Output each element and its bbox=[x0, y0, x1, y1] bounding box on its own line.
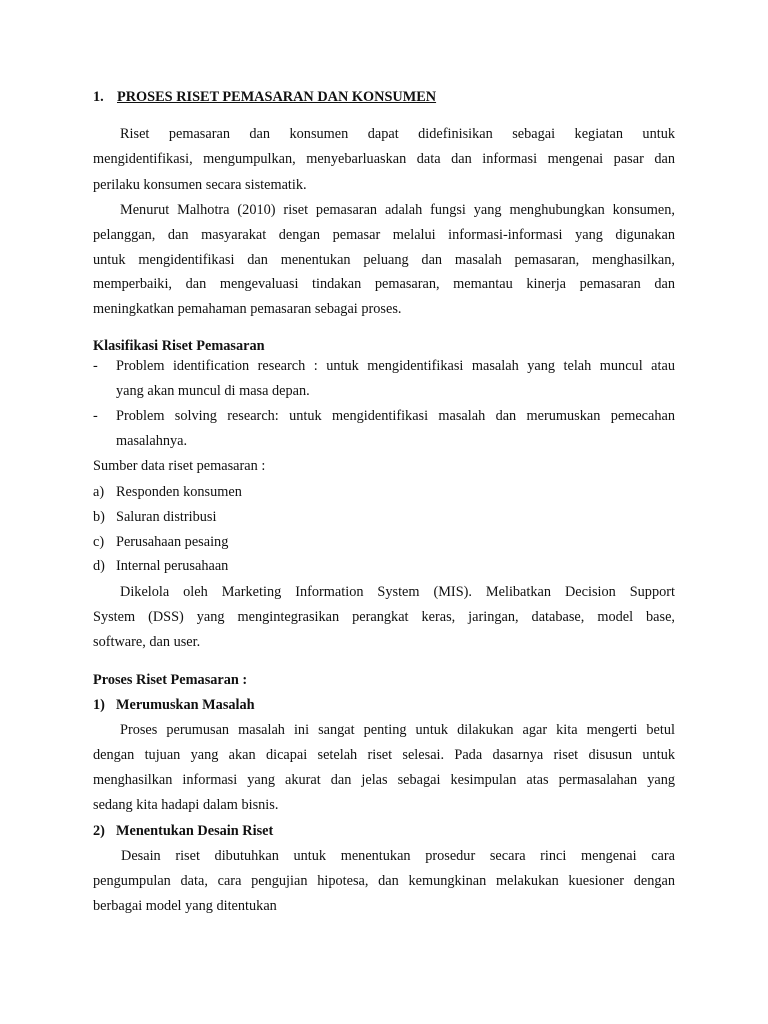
para3-line-1: Dikelola oleh Marketing Information System (MIS). Melibatkan Decision Support bbox=[120, 584, 675, 600]
step2-marker: 2) bbox=[93, 823, 105, 839]
section-title: PROSES RISET PEMASARAN DAN KONSUMEN bbox=[117, 89, 437, 105]
step2-line-2: pengumpulan data, cara pengujian hipotesa, dan kemungkinan melakukan kuesioner dengan bbox=[93, 873, 675, 889]
step2-line-3: berbagai model yang ditentukan bbox=[93, 898, 277, 914]
para1-line-2: mengidentifikasi, mengumpulkan, menyebarluaskan data dan informasi mengenai pasar dan bbox=[93, 151, 675, 167]
para1-line-1: Riset pemasaran dan konsumen dapat didefinisikan sebagai kegiatan untuk bbox=[120, 126, 675, 142]
klasifikasi-item-1-line-1: Problem identification research : untuk mengidentifikasi masalah yang telah muncul atau bbox=[116, 358, 675, 374]
para3-line-2: System (DSS) yang mengintegrasikan perangkat keras, jaringan, database, model base, bbox=[93, 609, 675, 625]
sumber-item-c: Perusahaan pesaing bbox=[116, 534, 229, 550]
section-number: 1. bbox=[93, 89, 104, 105]
sumber-marker-c: c) bbox=[93, 534, 105, 550]
step1-line-1: Proses perumusan masalah ini sangat penting untuk dilakukan agar kita mengerti betul bbox=[120, 722, 675, 738]
para2-line-1: Menurut Malhotra (2010) riset pemasaran adalah fungsi yang menghubungkan konsumen, bbox=[120, 202, 675, 218]
step1-marker: 1) bbox=[93, 697, 105, 713]
sumber-item-d: Internal perusahaan bbox=[116, 558, 229, 574]
klasifikasi-bullet-1: - bbox=[93, 358, 98, 374]
step2-title: Menentukan Desain Riset bbox=[116, 823, 274, 839]
klasifikasi-item-1-line-2: yang akan muncul di masa depan. bbox=[116, 383, 310, 399]
sumber-item-a: Responden konsumen bbox=[116, 484, 242, 500]
step1-line-2: dengan tujuan yang akan dicapai setelah riset selesai. Pada dasarnya riset disusun untuk bbox=[93, 747, 675, 763]
para3-line-3: software, dan user. bbox=[93, 634, 201, 650]
klasifikasi-item-2-line-2: masalahnya. bbox=[116, 433, 188, 449]
sumber-marker-d: d) bbox=[93, 558, 105, 574]
step2-line-1: Desain riset dibutuhkan untuk menentukan prosedur secara rinci mengenai cara bbox=[121, 848, 675, 864]
para2-line-2: pelanggan, dan masyarakat dengan pemasar melalui informasi-informasi yang digunakan bbox=[93, 227, 675, 243]
klasifikasi-item-2-line-1: Problem solving research: untuk mengidentifikasi masalah dan merumuskan pemecahan bbox=[116, 408, 675, 424]
sumber-heading: Sumber data riset pemasaran : bbox=[93, 458, 266, 474]
para1-line-3: perilaku konsumen secara sistematik. bbox=[93, 177, 307, 193]
para2-line-4: memperbaiki, dan mengevaluasi tindakan pemasaran, memantau kinerja pemasaran dan bbox=[93, 276, 675, 292]
klasifikasi-bullet-2: - bbox=[93, 408, 98, 424]
para2-line-3: untuk mengidentifikasi dan menentukan peluang dan masalah pemasaran, menghasilkan, bbox=[93, 252, 675, 268]
sumber-marker-b: b) bbox=[93, 509, 105, 525]
sumber-item-b: Saluran distribusi bbox=[116, 509, 217, 525]
step1-line-3: menghasilkan informasi yang akurat dan jelas sebagai kesimpulan atas permasalahan yang bbox=[93, 772, 675, 788]
proses-heading: Proses Riset Pemasaran : bbox=[93, 672, 248, 688]
sumber-marker-a: a) bbox=[93, 484, 105, 500]
step1-line-4: sedang kita hadapi dalam bisnis. bbox=[93, 797, 279, 813]
para2-line-5: meningkatkan pemahaman pemasaran sebagai proses. bbox=[93, 301, 402, 317]
klasifikasi-heading: Klasifikasi Riset Pemasaran bbox=[93, 338, 265, 354]
step1-title: Merumuskan Masalah bbox=[116, 697, 255, 713]
